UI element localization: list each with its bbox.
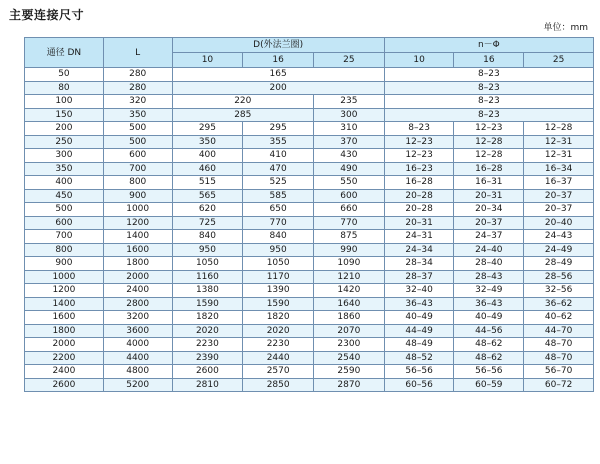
cell-n-pn10: 16–23 bbox=[384, 162, 454, 176]
cell-dn: 100 bbox=[25, 95, 104, 109]
cell-d-pn25: 1210 bbox=[314, 270, 385, 284]
cell-d-pn10: 840 bbox=[172, 230, 243, 244]
cell-l: 2800 bbox=[103, 297, 172, 311]
header-d-pn16: 16 bbox=[243, 53, 314, 68]
cell-n-pn25: 48–70 bbox=[524, 351, 594, 365]
cell-n-pn10: 32–40 bbox=[384, 284, 454, 298]
dimension-table bbox=[24, 37, 594, 392]
table-row bbox=[25, 216, 594, 230]
cell-d-pn10: 1160 bbox=[172, 270, 243, 284]
cell-d-pn25: 2540 bbox=[314, 351, 385, 365]
cell-n-pn25: 48–70 bbox=[524, 338, 594, 352]
cell-d-pn10: 725 bbox=[172, 216, 243, 230]
cell-d-pn25: 490 bbox=[314, 162, 385, 176]
cell-n-pn25: 12–31 bbox=[524, 135, 594, 149]
cell-d-pn16: 840 bbox=[243, 230, 314, 244]
cell-d-pn25: 770 bbox=[314, 216, 385, 230]
cell-d-pn16: 650 bbox=[243, 203, 314, 217]
cell-n-pn16: 20–31 bbox=[454, 189, 524, 203]
cell-d-pn16: 2850 bbox=[243, 378, 314, 392]
cell-d-pn10: 2230 bbox=[172, 338, 243, 352]
cell-n-pn16: 44–56 bbox=[454, 324, 524, 338]
cell-d-pn25: 2300 bbox=[314, 338, 385, 352]
cell-l: 320 bbox=[103, 95, 172, 109]
cell-dn: 900 bbox=[25, 257, 104, 271]
cell-d-pn25: 1420 bbox=[314, 284, 385, 298]
cell-l: 2400 bbox=[103, 284, 172, 298]
cell-d-pn10-16: 285 bbox=[172, 108, 313, 122]
cell-n-pn25: 20–37 bbox=[524, 189, 594, 203]
cell-d-pn16: 295 bbox=[243, 122, 314, 136]
cell-l: 5200 bbox=[103, 378, 172, 392]
table-row bbox=[25, 351, 594, 365]
cell-d-merged: 165 bbox=[172, 68, 384, 82]
cell-n-pn16: 48–62 bbox=[454, 338, 524, 352]
cell-d-pn25: 430 bbox=[314, 149, 385, 163]
header-dn: 通径 DN bbox=[25, 38, 104, 68]
cell-d-pn16: 1820 bbox=[243, 311, 314, 325]
cell-n-pn10: 12–23 bbox=[384, 135, 454, 149]
cell-n-pn16: 36–43 bbox=[454, 297, 524, 311]
cell-n-pn10: 16–28 bbox=[384, 176, 454, 190]
cell-d-pn25: 600 bbox=[314, 189, 385, 203]
cell-dn: 2000 bbox=[25, 338, 104, 352]
table-title: 主要连接尺寸 bbox=[9, 8, 85, 22]
cell-n-pn10: 20–31 bbox=[384, 216, 454, 230]
cell-l: 500 bbox=[103, 135, 172, 149]
cell-d-pn16: 770 bbox=[243, 216, 314, 230]
cell-n-merged: 8–23 bbox=[384, 95, 593, 109]
cell-dn: 1200 bbox=[25, 284, 104, 298]
cell-d-pn10: 2390 bbox=[172, 351, 243, 365]
table-row bbox=[25, 378, 594, 392]
cell-d-pn25: 310 bbox=[314, 122, 385, 136]
cell-l: 3200 bbox=[103, 311, 172, 325]
cell-l: 1600 bbox=[103, 243, 172, 257]
cell-d-pn10: 2810 bbox=[172, 378, 243, 392]
cell-n-pn25: 28–49 bbox=[524, 257, 594, 271]
cell-n-pn25: 12–28 bbox=[524, 122, 594, 136]
cell-l: 800 bbox=[103, 176, 172, 190]
cell-l: 700 bbox=[103, 162, 172, 176]
cell-n-pn16: 16–28 bbox=[454, 162, 524, 176]
cell-d-pn16: 470 bbox=[243, 162, 314, 176]
table-row bbox=[25, 176, 594, 190]
table-row bbox=[25, 162, 594, 176]
table-row bbox=[25, 365, 594, 379]
cell-dn: 250 bbox=[25, 135, 104, 149]
cell-d-pn16: 1050 bbox=[243, 257, 314, 271]
cell-d-pn16: 2440 bbox=[243, 351, 314, 365]
cell-n-pn10: 20–28 bbox=[384, 189, 454, 203]
cell-l: 1800 bbox=[103, 257, 172, 271]
cell-dn: 600 bbox=[25, 216, 104, 230]
cell-n-pn16: 28–43 bbox=[454, 270, 524, 284]
table-row bbox=[25, 311, 594, 325]
cell-n-pn25: 20–40 bbox=[524, 216, 594, 230]
table-row bbox=[25, 189, 594, 203]
table-body bbox=[25, 68, 594, 392]
cell-n-pn25: 36–62 bbox=[524, 297, 594, 311]
cell-l: 1000 bbox=[103, 203, 172, 217]
cell-l: 4400 bbox=[103, 351, 172, 365]
cell-n-pn25: 40–62 bbox=[524, 311, 594, 325]
table-row bbox=[25, 149, 594, 163]
table-row bbox=[25, 338, 594, 352]
cell-dn: 2600 bbox=[25, 378, 104, 392]
cell-n-pn16: 12–28 bbox=[454, 149, 524, 163]
cell-d-pn10: 350 bbox=[172, 135, 243, 149]
cell-n-pn16: 32–49 bbox=[454, 284, 524, 298]
cell-d-pn10-16: 220 bbox=[172, 95, 313, 109]
table-row bbox=[25, 230, 594, 244]
table-row bbox=[25, 284, 594, 298]
cell-d-pn10: 295 bbox=[172, 122, 243, 136]
cell-l: 4800 bbox=[103, 365, 172, 379]
cell-n-pn10: 8–23 bbox=[384, 122, 454, 136]
cell-d-pn25: 1090 bbox=[314, 257, 385, 271]
cell-dn: 150 bbox=[25, 108, 104, 122]
header-n-pn25: 25 bbox=[524, 53, 594, 68]
cell-n-pn25: 24–49 bbox=[524, 243, 594, 257]
cell-d-pn25: 1640 bbox=[314, 297, 385, 311]
cell-n-pn16: 28–40 bbox=[454, 257, 524, 271]
table-row bbox=[25, 135, 594, 149]
cell-d-pn25: 370 bbox=[314, 135, 385, 149]
cell-d-merged: 200 bbox=[172, 81, 384, 95]
cell-l: 600 bbox=[103, 149, 172, 163]
cell-n-pn16: 56–56 bbox=[454, 365, 524, 379]
cell-dn: 400 bbox=[25, 176, 104, 190]
cell-d-pn16: 2020 bbox=[243, 324, 314, 338]
cell-dn: 700 bbox=[25, 230, 104, 244]
cell-l: 1400 bbox=[103, 230, 172, 244]
cell-d-pn16: 2230 bbox=[243, 338, 314, 352]
cell-d-pn25: 990 bbox=[314, 243, 385, 257]
header-d-group: D(外法兰圈) bbox=[172, 38, 384, 53]
cell-l: 500 bbox=[103, 122, 172, 136]
cell-d-pn10: 620 bbox=[172, 203, 243, 217]
cell-n-pn16: 20–34 bbox=[454, 203, 524, 217]
table-row bbox=[25, 122, 594, 136]
cell-n-pn16: 40–49 bbox=[454, 311, 524, 325]
cell-n-pn10: 28–34 bbox=[384, 257, 454, 271]
cell-d-pn25: 550 bbox=[314, 176, 385, 190]
cell-n-pn16: 48–62 bbox=[454, 351, 524, 365]
cell-dn: 800 bbox=[25, 243, 104, 257]
cell-d-pn10: 1050 bbox=[172, 257, 243, 271]
cell-n-pn25: 24–43 bbox=[524, 230, 594, 244]
cell-l: 4000 bbox=[103, 338, 172, 352]
cell-n-pn10: 44–49 bbox=[384, 324, 454, 338]
table-row bbox=[25, 257, 594, 271]
cell-dn: 350 bbox=[25, 162, 104, 176]
table-row bbox=[25, 68, 594, 82]
table-header bbox=[25, 38, 594, 68]
cell-n-pn25: 32–56 bbox=[524, 284, 594, 298]
cell-n-pn16: 60–59 bbox=[454, 378, 524, 392]
cell-n-pn10: 60–56 bbox=[384, 378, 454, 392]
cell-n-merged: 8–23 bbox=[384, 81, 593, 95]
cell-dn: 2400 bbox=[25, 365, 104, 379]
header-l: L bbox=[103, 38, 172, 68]
cell-n-pn25: 12–31 bbox=[524, 149, 594, 163]
cell-n-pn25: 60–72 bbox=[524, 378, 594, 392]
cell-n-merged: 8–23 bbox=[384, 108, 593, 122]
cell-d-pn25: 875 bbox=[314, 230, 385, 244]
cell-d-pn10: 2600 bbox=[172, 365, 243, 379]
table-row bbox=[25, 243, 594, 257]
header-n-pn16: 16 bbox=[454, 53, 524, 68]
cell-d-pn16: 355 bbox=[243, 135, 314, 149]
cell-l: 280 bbox=[103, 68, 172, 82]
cell-dn: 200 bbox=[25, 122, 104, 136]
cell-d-pn16: 950 bbox=[243, 243, 314, 257]
cell-n-pn16: 12–23 bbox=[454, 122, 524, 136]
cell-d-pn10: 565 bbox=[172, 189, 243, 203]
cell-dn: 80 bbox=[25, 81, 104, 95]
cell-dn: 500 bbox=[25, 203, 104, 217]
cell-d-pn10: 2020 bbox=[172, 324, 243, 338]
cell-n-pn10: 24–34 bbox=[384, 243, 454, 257]
cell-n-pn10: 36–43 bbox=[384, 297, 454, 311]
cell-n-pn10: 20–28 bbox=[384, 203, 454, 217]
header-n-pn10: 10 bbox=[384, 53, 454, 68]
cell-l: 3600 bbox=[103, 324, 172, 338]
cell-dn: 1000 bbox=[25, 270, 104, 284]
cell-n-pn25: 20–37 bbox=[524, 203, 594, 217]
cell-n-pn25: 16–34 bbox=[524, 162, 594, 176]
cell-d-pn16: 2570 bbox=[243, 365, 314, 379]
header-d-pn10: 10 bbox=[172, 53, 243, 68]
cell-d-pn10: 1380 bbox=[172, 284, 243, 298]
cell-d-pn25: 1860 bbox=[314, 311, 385, 325]
table-row bbox=[25, 81, 594, 95]
header-n-group: n－Φ bbox=[384, 38, 593, 53]
cell-l: 900 bbox=[103, 189, 172, 203]
cell-n-pn10: 28–37 bbox=[384, 270, 454, 284]
cell-d-pn16: 1170 bbox=[243, 270, 314, 284]
cell-d-pn10: 460 bbox=[172, 162, 243, 176]
cell-n-pn16: 20–37 bbox=[454, 216, 524, 230]
cell-n-pn25: 44–70 bbox=[524, 324, 594, 338]
cell-n-merged: 8–23 bbox=[384, 68, 593, 82]
cell-d-pn25: 660 bbox=[314, 203, 385, 217]
cell-d-pn25: 300 bbox=[314, 108, 385, 122]
cell-d-pn10: 950 bbox=[172, 243, 243, 257]
table-row bbox=[25, 324, 594, 338]
cell-d-pn16: 1590 bbox=[243, 297, 314, 311]
cell-d-pn16: 410 bbox=[243, 149, 314, 163]
cell-n-pn16: 16–31 bbox=[454, 176, 524, 190]
cell-d-pn10: 400 bbox=[172, 149, 243, 163]
unit-label: 单位：mm bbox=[543, 23, 588, 33]
cell-n-pn25: 56–70 bbox=[524, 365, 594, 379]
cell-dn: 1600 bbox=[25, 311, 104, 325]
cell-dn: 1800 bbox=[25, 324, 104, 338]
cell-d-pn10: 1820 bbox=[172, 311, 243, 325]
cell-n-pn10: 48–52 bbox=[384, 351, 454, 365]
cell-n-pn10: 24–31 bbox=[384, 230, 454, 244]
cell-dn: 2200 bbox=[25, 351, 104, 365]
cell-n-pn25: 28–56 bbox=[524, 270, 594, 284]
cell-n-pn10: 56–56 bbox=[384, 365, 454, 379]
header-d-pn25: 25 bbox=[314, 53, 385, 68]
table-row bbox=[25, 95, 594, 109]
cell-d-pn10: 515 bbox=[172, 176, 243, 190]
cell-n-pn16: 24–40 bbox=[454, 243, 524, 257]
cell-dn: 300 bbox=[25, 149, 104, 163]
cell-l: 2000 bbox=[103, 270, 172, 284]
cell-d-pn16: 1390 bbox=[243, 284, 314, 298]
cell-dn: 50 bbox=[25, 68, 104, 82]
cell-d-pn25: 2590 bbox=[314, 365, 385, 379]
cell-dn: 450 bbox=[25, 189, 104, 203]
table-row bbox=[25, 297, 594, 311]
cell-n-pn25: 16–37 bbox=[524, 176, 594, 190]
cell-n-pn16: 24–37 bbox=[454, 230, 524, 244]
cell-l: 280 bbox=[103, 81, 172, 95]
cell-n-pn16: 12–28 bbox=[454, 135, 524, 149]
table-row bbox=[25, 270, 594, 284]
cell-d-pn10: 1590 bbox=[172, 297, 243, 311]
cell-d-pn25: 2070 bbox=[314, 324, 385, 338]
cell-d-pn25: 2870 bbox=[314, 378, 385, 392]
cell-d-pn25: 235 bbox=[314, 95, 385, 109]
cell-l: 1200 bbox=[103, 216, 172, 230]
cell-d-pn16: 585 bbox=[243, 189, 314, 203]
cell-n-pn10: 12–23 bbox=[384, 149, 454, 163]
cell-l: 350 bbox=[103, 108, 172, 122]
cell-n-pn10: 40–49 bbox=[384, 311, 454, 325]
table-row bbox=[25, 203, 594, 217]
table-row bbox=[25, 108, 594, 122]
cell-dn: 1400 bbox=[25, 297, 104, 311]
cell-d-pn16: 525 bbox=[243, 176, 314, 190]
cell-n-pn10: 48–49 bbox=[384, 338, 454, 352]
